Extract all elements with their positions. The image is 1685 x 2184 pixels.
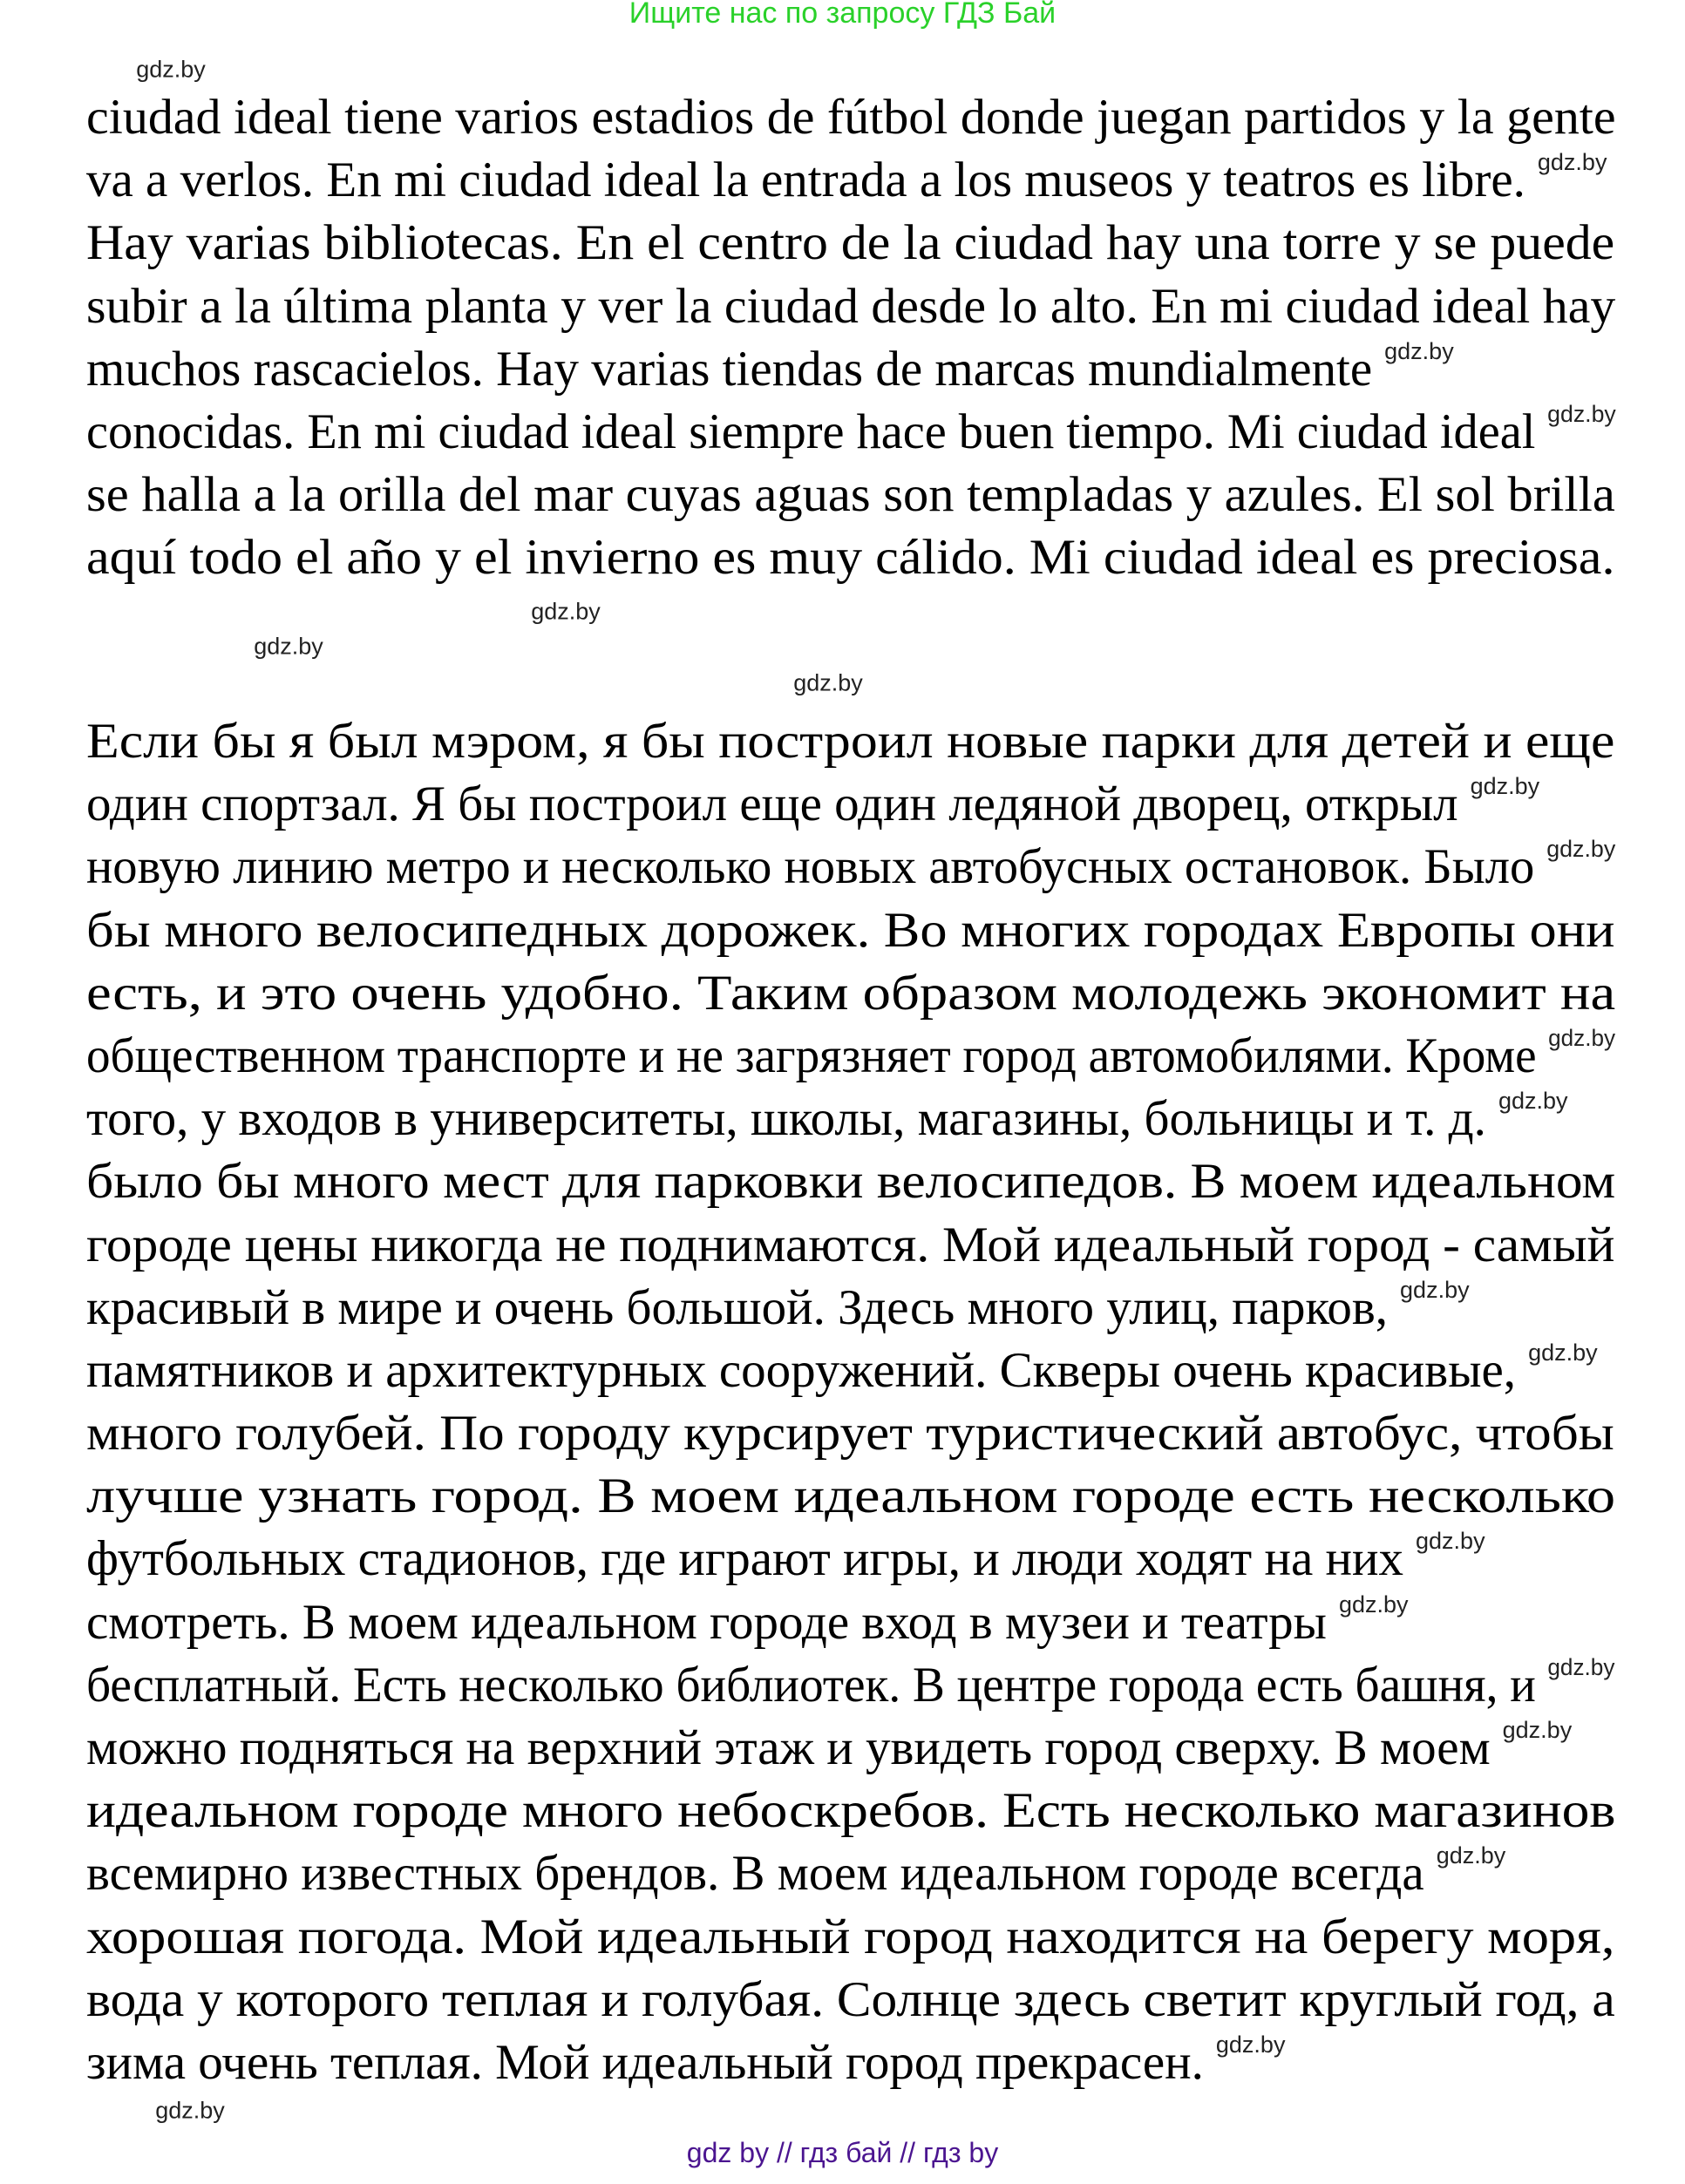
text-line (86, 1150, 1685, 1213)
text-line-content: бы много велосипедных дорожек. Во многих городах Европы они (86, 902, 1615, 958)
watermark: gdz.by (1436, 1842, 1506, 1869)
text-line (86, 1465, 1685, 1528)
watermark: gdz.by (1547, 400, 1616, 427)
spanish-paragraph (86, 86, 1634, 590)
watermark: gdz.by (1400, 1276, 1470, 1303)
text-line-content: идеальном городе много небоскребов. Есть несколько магазинов (86, 1783, 1616, 1839)
text-line-content: памятников и архитектурных сооружений. Скверы очень красивые, (86, 1342, 1517, 1398)
text-line (86, 86, 1661, 149)
text-line-content: красивый в мире и очень большой. Здесь много улиц, парков, (86, 1279, 1389, 1335)
watermark: gdz.by (1502, 1717, 1573, 1743)
text-line (86, 1969, 1685, 2031)
text-line (86, 1717, 1668, 1780)
text-line-content: общественном транспорте и не загрязняет город автомобилями. Кроме (86, 1028, 1537, 1083)
text-line-content: много голубей. По городу курсирует туристический автобус, чтобы (86, 1406, 1614, 1462)
text-line-content: лучше узнать город. В моем идеальном городе есть несколько (86, 1468, 1616, 1524)
text-line (86, 1277, 1668, 1340)
text-line-content: есть, и это очень удобно. Таким образом молодежь экономит на (86, 965, 1616, 1021)
text-line (86, 401, 1616, 464)
text-line-content: городе цены никогда не поднимаются. Мой идеальный город - самый (86, 1217, 1615, 1272)
text-line (86, 2031, 1668, 2094)
watermark: gdz.by (1537, 149, 1607, 176)
text-line-content: один спортзал. Я бы построил еще один ледяной дворец, открыл (86, 777, 1458, 832)
text-line (86, 1088, 1668, 1150)
text-line (86, 1340, 1668, 1402)
watermark: gdz.by (1528, 1339, 1598, 1366)
text-line-content: Если бы я был мэром, я бы построил новые парки для детей и еще (86, 714, 1615, 769)
text-line-content: всемирно известных брендов. В моем идеальном городе всегда (86, 1846, 1424, 1902)
text-line (86, 212, 1685, 275)
text-line (86, 836, 1656, 899)
text-line-content: subir a la última planta y ver la ciudad desde lo alto. En mi ciudad ideal hay (86, 278, 1616, 334)
text-line (86, 710, 1685, 773)
text-line (86, 1591, 1668, 1654)
text-line-content: ciudad ideal tiene varios estadios de fútbol donde juegan partidos y la gente (86, 90, 1616, 145)
text-line (86, 1906, 1685, 1969)
watermark: gdz.by (1498, 1088, 1568, 1115)
text-line (86, 526, 1685, 589)
watermark: gdz.by (1546, 836, 1616, 863)
text-line-content: было бы много мест для парковки велосипедов. В моем идеальном (86, 1154, 1616, 1210)
text-line (86, 1654, 1619, 1717)
text-line (86, 1780, 1685, 1842)
watermark: gdz.by (793, 669, 863, 696)
text-line (86, 1528, 1668, 1591)
text-line-content: бесплатный. Есть несколько библиотек. В центре города есть башня, и (86, 1657, 1536, 1713)
text-line (86, 149, 1634, 212)
watermark: gdz.by (136, 56, 206, 83)
watermark: gdz.by (1416, 1528, 1485, 1555)
text-line-content: conocidas. En mi ciudad ideal siempre hace buen tiempo. Mi ciudad ideal (86, 404, 1536, 459)
watermark: gdz.by (1548, 1024, 1616, 1051)
text-line (86, 899, 1685, 962)
text-line-content: зима очень теплая. Мой идеальный город прекрасен. (86, 2034, 1204, 2090)
text-line (86, 1402, 1685, 1465)
watermark: gdz.by (1470, 773, 1540, 800)
text-line (86, 1214, 1685, 1277)
text-line (86, 1025, 1615, 1088)
watermark: gdz.by (254, 633, 323, 660)
text-line-content: Hay varias bibliotecas. En el centro de la ciudad hay una torre y se puede (86, 215, 1615, 271)
text-line-content: новую линию метро и несколько новых автобусных остановок. Было (86, 839, 1535, 895)
text-line-content: aquí todo el año y el invierno es muy cálido. Mi ciudad ideal es preciosa. (86, 530, 1615, 586)
watermark: gdz.by (1215, 2031, 1286, 2058)
text-line-content: смотреть. В моем идеальном городе вход в музеи и театры (86, 1594, 1327, 1650)
text-line (86, 275, 1656, 338)
text-line-content: хорошая погода. Мой идеальный город находится на берегу моря, (86, 1909, 1615, 1964)
russian-paragraph (86, 710, 1668, 2094)
text-line-content: того, у входов в университеты, школы, магазины, больницы и т. д. (86, 1091, 1486, 1147)
watermark: gdz.by (155, 2097, 225, 2124)
watermark: gdz.by (1547, 1653, 1615, 1680)
text-line-content: футбольных стадионов, где играют игры, и люди ходят на них (86, 1531, 1404, 1587)
text-line-content: se halla a la orilla del mar cuyas aguas son templadas y azules. El sol brilla (86, 467, 1615, 523)
text-line (86, 962, 1685, 1025)
watermark: gdz.by (531, 598, 601, 625)
watermark: gdz.by (1338, 1591, 1409, 1618)
text-line (86, 464, 1675, 526)
text-line (86, 773, 1668, 836)
text-line (86, 338, 1634, 401)
text-line-content: вода у которого теплая и голубая. Солнце здесь светит круглый год, а (86, 1971, 1615, 2027)
watermark: gdz.by (1384, 337, 1454, 364)
header-banner[interactable]: Ищите нас по запросу ГДЗ Бай (628, 0, 1057, 30)
text-line (86, 1842, 1668, 1905)
text-line-content: va a verlos. En mi ciudad ideal la entrada a los museos y teatros es libre. (86, 153, 1525, 208)
text-line-content: muchos rascacielos. Hay varias tiendas de marcas mundialmente (86, 341, 1373, 397)
footer-links[interactable]: gdz by // гдз бай // гдз by (686, 2137, 999, 2168)
text-line-content: можно подняться на верхний этаж и увидеть город сверху. В моем (86, 1720, 1491, 1775)
